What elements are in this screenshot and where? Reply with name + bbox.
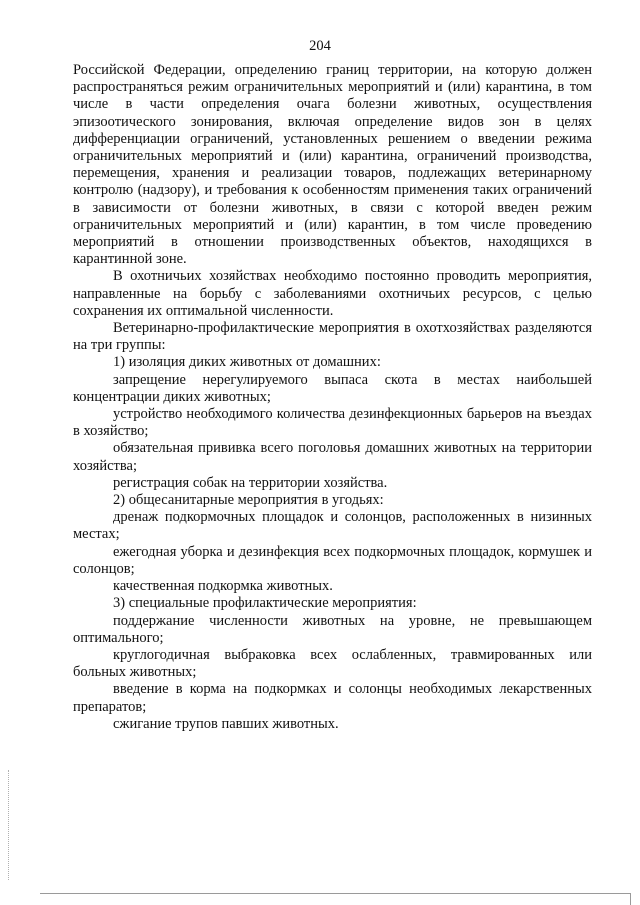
scan-edge-line-right bbox=[630, 893, 631, 905]
list-item: ежегодная уборка и дезинфекция всех подкормочных площадок, кормушек и солонцов; bbox=[73, 543, 592, 577]
group-2-heading: 2) общесанитарные мероприятия в угодьях: bbox=[113, 492, 384, 509]
list-item: устройство необходимого количества дезинфекционных барьеров на въездах в хозяйство; bbox=[73, 406, 592, 440]
paragraph-measure-groups: Ветеринарно-профилактические мероприятия в охотхозяйствах разделяются на три группы: bbox=[73, 320, 592, 354]
document-body bbox=[73, 62, 592, 733]
scan-margin-dots bbox=[8, 770, 11, 880]
page-number: 204 bbox=[309, 38, 331, 54]
list-item: сжигание трупов павших животных. bbox=[113, 715, 339, 732]
list-item: обязательная прививка всего поголовья домашних животных на территории хозяйства; bbox=[73, 440, 592, 474]
list-item: поддержание численности животных на уровне, не превышающем оптимального; bbox=[73, 612, 592, 646]
group-3-heading: 3) специальные профилактические мероприятия: bbox=[113, 595, 417, 612]
list-item: введение в корма на подкормках и солонцы необходимых лекарственных препаратов; bbox=[73, 681, 592, 715]
list-item: запрещение нерегулируемого выпаса скота в местах наибольшей концентрации диких животных; bbox=[73, 371, 592, 405]
group-1-heading: 1) изоляция диких животных от домашних: bbox=[113, 354, 381, 371]
list-item: дренаж подкормочных площадок и солонцов, расположенных в низинных местах; bbox=[73, 509, 592, 543]
list-item: регистрация собак на территории хозяйства. bbox=[113, 474, 388, 491]
paragraph-hunting-farms: В охотничьих хозяйствах необходимо постоянно проводить мероприятия, направленные на борьбу с заболеваниями охотничьих ресурсов, с целью сохранения их оптимальной численности. bbox=[73, 268, 592, 319]
list-item: круглогодичная выбраковка всех ослабленных, травмированных или больных животных; bbox=[73, 646, 592, 681]
list-item: качественная подкормка животных. bbox=[113, 578, 333, 595]
scan-edge-line bbox=[40, 893, 630, 894]
paragraph-federal-restrictions: Российской Федерации, определению границ территории, на которую должен распространяться режим ограничительных мероприятий и (или) карантина, в том числе в части определения очага болезни животных, осуществления эпизоотического зонирования, включая определение видов зон в целях дифференциации ограничений, установленных решением о введении режима ограничительных мероприятий и (или) карантина, ограничений производства, перемещения, хранения и реализации товаров, подлежащих ветеринарному контролю (надзору), и требования к особенностям применения таких ограничений в зависимости от болезни животных, в связи с которой введен режим ограничительных мероприятий и (или) карантин, в том числе проведению мероприятий в отношении производственных объектов, находящихся в карантинной зоне. bbox=[73, 62, 592, 268]
